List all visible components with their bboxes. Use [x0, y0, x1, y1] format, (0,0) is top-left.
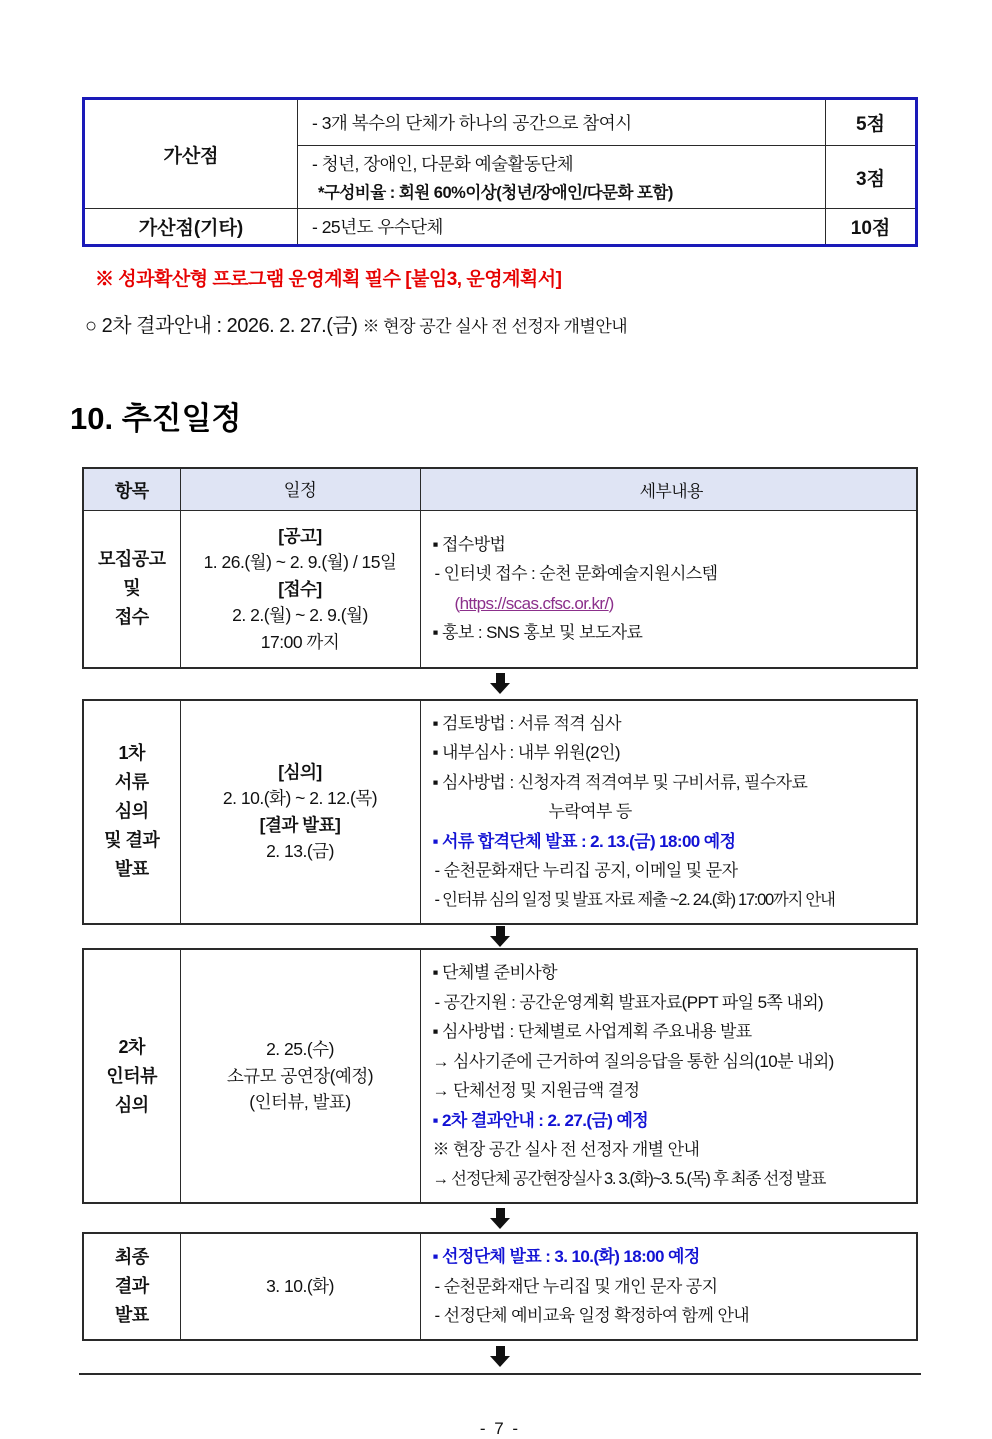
- schedule-table-first-review: [82, 699, 918, 926]
- detail-line: - 공간지원 : 공간운영계획 발표자료(PPT 파일 5쪽 내외): [434, 992, 824, 1012]
- item-line: 심의: [114, 1094, 149, 1115]
- header-item: 항목: [83, 468, 180, 511]
- schedule-table-announcement: [82, 467, 918, 669]
- item-line: 최종: [114, 1246, 149, 1267]
- application-link[interactable]: (https://scas.cfsc.or.kr/): [454, 593, 614, 613]
- item-line: 인터뷰: [106, 1065, 158, 1086]
- schedule-table-final-result: [82, 1232, 918, 1341]
- detail-line-highlight: ▪ 선정단체 발표 : 3. 10.(화) 18:00 예정: [432, 1247, 700, 1266]
- bonus-row3-points: 10점: [826, 209, 917, 246]
- bonus-label-main: 가산점: [84, 99, 298, 209]
- block4-schedule: [180, 1233, 420, 1340]
- schedule-line: (인터뷰, 발표): [249, 1092, 351, 1113]
- detail-line: ▪ 심사방법 : 단체별로 사업계획 주요내용 발표: [432, 1022, 752, 1041]
- schedule-line: 1. 26.(월) ~ 2. 9.(월) / 15일: [203, 552, 397, 572]
- block1-schedule: [180, 511, 420, 668]
- table-row: [83, 700, 917, 925]
- flow-arrow: [82, 669, 918, 699]
- flow-arrow: [82, 925, 918, 948]
- detail-line-highlight: ▪ 서류 합격단체 발표 : 2. 13.(금) 18:00 예정: [432, 831, 736, 851]
- second-result-note-main: ○ 2차 결과안내 : 2026. 2. 27.(금): [85, 315, 363, 337]
- down-arrow-icon: [490, 673, 510, 694]
- down-arrow-icon: [490, 1208, 510, 1229]
- schedule-line: 2. 10.(화) ~ 2. 12.(목): [222, 788, 378, 809]
- schedule-line: 소규모 공연장(예정): [226, 1065, 374, 1086]
- item-line: 심의: [114, 801, 149, 822]
- block4-details: [420, 1233, 917, 1340]
- item-line: 및: [123, 578, 141, 599]
- bonus-points-table: [82, 97, 918, 247]
- schedule-line: [접수]: [278, 578, 322, 599]
- bonus-row1-points: 5점: [826, 99, 917, 146]
- second-result-note-sub: ※ 현장 공간 실사 전 선정자 개별안내: [362, 317, 628, 336]
- schedule-line: 17:00 까지: [260, 631, 340, 652]
- bonus-row2-desc-line2: *구성비율 : 회원 60%이상(청년/장애인/다문화 포함): [318, 184, 673, 202]
- detail-line: ▪ 내부심사 : 내부 위원(2인): [432, 743, 620, 762]
- flow-arrow: [82, 1341, 918, 1373]
- table-row: [83, 949, 917, 1203]
- detail-line: ▪ 검토방법 : 서류 적격 심사: [432, 713, 621, 733]
- detail-line: 누락여부 등: [548, 802, 632, 821]
- schedule-line: [공고]: [278, 525, 322, 546]
- detail-line: - 순천문화재단 누리집 및 개인 문자 공지: [434, 1276, 718, 1296]
- detail-line: ▪ 단체별 준비사항: [432, 963, 557, 982]
- table-row: [84, 99, 917, 146]
- block3-schedule: [180, 949, 420, 1203]
- detail-line-highlight: ▪ 2차 결과안내 : 2. 27.(금) 예정: [432, 1110, 649, 1130]
- block3-details: [420, 949, 917, 1203]
- header-details: 세부내용: [420, 468, 917, 511]
- bonus-row2-desc-line1: - 청년, 장애인, 다문화 예술활동단체: [312, 154, 574, 174]
- required-plan-note: ※ 성과확산형 프로그램 운영계획 필수 [붙임3, 운영계획서]: [95, 269, 562, 290]
- item-line: 접수: [114, 607, 149, 628]
- detail-line: → 단체선정 및 지원금액 결정: [432, 1081, 640, 1100]
- item-line: 1차: [118, 743, 145, 764]
- block2-item: [83, 700, 180, 925]
- block2-schedule: [180, 700, 420, 925]
- bonus-label-etc: 가산점(기타): [84, 209, 298, 246]
- schedule-line: [심의]: [278, 761, 322, 782]
- schedule-table-interview: [82, 948, 918, 1204]
- block2-details: [420, 700, 917, 925]
- bonus-row2-desc: [298, 146, 826, 209]
- schedule-line: 2. 13.(금): [266, 841, 334, 862]
- item-line: 서류: [114, 772, 149, 793]
- down-arrow-icon: [490, 926, 510, 947]
- detail-line: ▪ 심사방법 : 신청자격 적격여부 및 구비서류, 필수자료: [432, 772, 808, 792]
- detail-line: ※ 현장 공간 실사 전 선정자 개별 안내: [432, 1140, 700, 1159]
- item-line: 모집공고: [97, 549, 166, 570]
- schedule-line: 2. 25.(수): [266, 1039, 334, 1060]
- item-line: 발표: [114, 1304, 149, 1325]
- item-line: 및 결과: [104, 830, 160, 851]
- item-line: 결과: [114, 1275, 149, 1296]
- block3-item: [83, 949, 180, 1203]
- flow-arrow: [82, 1204, 918, 1232]
- footer-divider: [79, 1373, 921, 1375]
- page-number: - 7 -: [479, 1418, 521, 1438]
- schedule-line: [결과 발표]: [259, 814, 341, 835]
- detail-line: ▪ 홍보 : SNS 홍보 및 보도자료: [432, 623, 643, 643]
- second-result-note: [85, 309, 918, 338]
- bonus-row2-points: 3점: [826, 146, 917, 209]
- table-header-row: [83, 468, 917, 511]
- detail-line: - 인터뷰 심의 일정 및 발표 자료 제출 ~2. 24.(화) 17:00까지 안내: [434, 890, 835, 909]
- schedule-line: 2. 2.(월) ~ 2. 9.(월): [232, 605, 368, 625]
- document-page: [70, 0, 918, 1439]
- bonus-row3-desc: - 25년도 우수단체: [298, 209, 826, 246]
- table-row: [84, 209, 917, 246]
- block1-item: [83, 511, 180, 668]
- detail-line: → 심사기준에 근거하여 질의응답을 통한 심의(10분 내외): [432, 1051, 834, 1071]
- detail-line: → 선정단체 공간현장실사 3. 3.(화)~3. 5.(목) 후 최종 선정 발표: [432, 1169, 826, 1188]
- table-row: [83, 511, 917, 668]
- schedule-line: 3. 10.(화): [266, 1276, 334, 1296]
- bonus-row1-desc: - 3개 복수의 단체가 하나의 공간으로 참여시: [298, 99, 826, 146]
- item-line: 발표: [114, 859, 149, 880]
- detail-line: ▪ 접수방법: [432, 534, 506, 554]
- block1-details: [420, 511, 917, 668]
- detail-line: - 선정단체 예비교육 일정 확정하여 함께 안내: [434, 1306, 750, 1325]
- section-title: 10. 추진일정: [70, 401, 242, 436]
- header-schedule: 일정: [180, 468, 420, 511]
- table-row: [83, 1233, 917, 1340]
- item-line: 2차: [118, 1036, 145, 1057]
- block4-item: [83, 1233, 180, 1340]
- detail-line: - 인터넷 접수 : 순천 문화예술지원시스템: [434, 564, 718, 584]
- detail-line: - 순천문화재단 누리집 공지, 이메일 및 문자: [434, 861, 738, 880]
- down-arrow-icon: [490, 1346, 510, 1367]
- detail-line: [433, 589, 911, 619]
